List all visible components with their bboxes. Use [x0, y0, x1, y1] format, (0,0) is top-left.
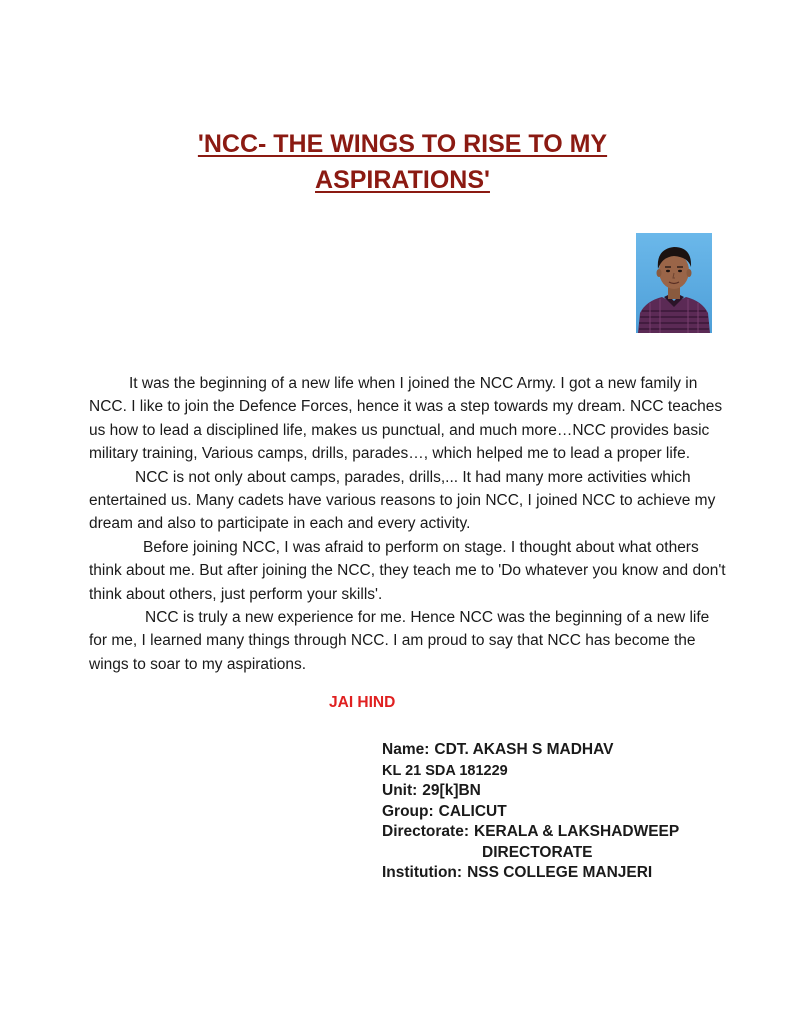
signature-unit-row [382, 781, 679, 802]
name-label: Name: [382, 741, 430, 758]
title-line-1: 'NCC- THE WINGS TO RISE TO MY [197, 130, 608, 158]
institution-value: NSS COLLEGE MANJERI [467, 864, 653, 881]
signature-regno-row [382, 761, 679, 782]
signature-block [382, 740, 679, 884]
title-line-2: ASPIRATIONS' [315, 166, 490, 194]
directorate-label: Directorate: [382, 823, 469, 840]
essay-paragraph-3: Before joining NCC, I was afraid to perform on stage. I thought about what others think about me. But after joining the NCC, they teach me to 'Do whatever you know and don't think about others, just perform your skills'. [89, 538, 726, 603]
essay-paragraph-2: NCC is not only about camps, parades, drills,... It had many more activities which entertained us. Many cadets have various reasons to join NCC, I joined NCC to achieve my dream and also to participate in each and every activity. [89, 468, 716, 533]
regno-value: KL 21 SDA 181229 [382, 762, 508, 779]
group-value: CALICUT [438, 802, 507, 820]
signature-institution-row [382, 863, 679, 884]
institution-label: Institution: [382, 864, 463, 881]
closing-salutation: JAI HIND [329, 694, 396, 711]
signature-name-row [382, 740, 679, 761]
cadet-portrait-photo [636, 233, 712, 333]
unit-value: 29[k]BN [422, 782, 481, 799]
page-title [0, 126, 805, 198]
directorate-value-line-1: KERALA & LAKSHADWEEP [474, 823, 680, 840]
directorate-value-line-2: DIRECTORATE [482, 843, 593, 861]
essay-body [89, 372, 729, 676]
signature-directorate-row-2 [382, 843, 679, 864]
name-value: CDT. AKASH S MADHAV [434, 741, 614, 758]
signature-directorate-row [382, 822, 679, 843]
essay-paragraph-1: It was the beginning of a new life when I joined the NCC Army. I got a new family in NCC. I like to join the Defence Forces, hence it was a step towards my dream. NCC teaches us how to lead a disciplined life, makes us punctual, and much more…NCC provides basic military training, Various camps, drills, parades…, which helped me to lead a proper life. [89, 375, 723, 463]
unit-label: Unit: [382, 782, 418, 799]
signature-group-row [382, 802, 679, 823]
essay-paragraph-4: NCC is truly a new experience for me. Hence NCC was the beginning of a new life for me, I learned many things through NCC. I am proud to say that NCC has become the wings to soar to my aspirations. [89, 609, 710, 673]
portrait-image [636, 233, 712, 333]
group-label: Group: [382, 802, 434, 820]
